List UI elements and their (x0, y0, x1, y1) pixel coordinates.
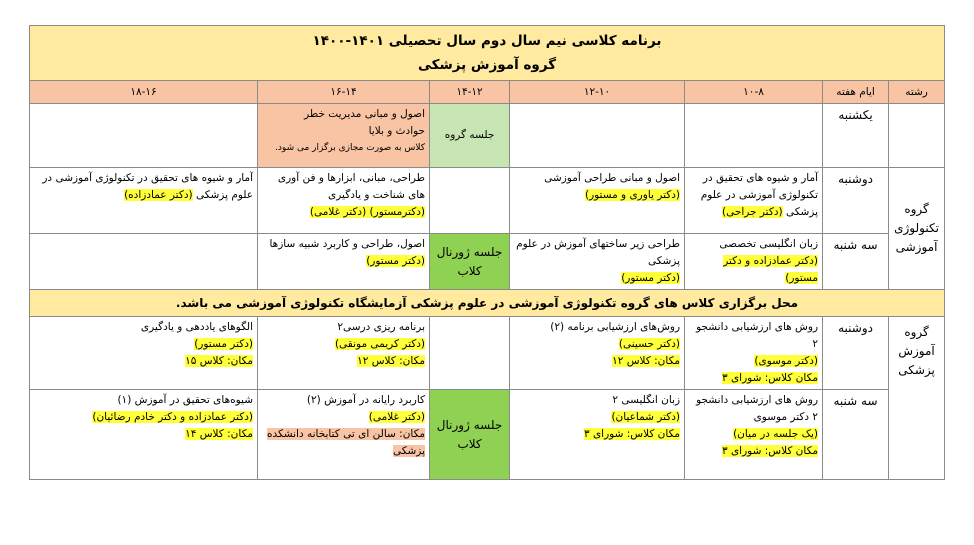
day-label: یکشنبه (823, 104, 889, 168)
day-label: دوشنبه (823, 317, 889, 390)
teacher-name: (دکتر عمادزاده و دکتر خادم رضائیان) (92, 411, 254, 423)
title-line-2: گروه آموزش پزشکی (417, 57, 557, 73)
slot-empty (510, 104, 685, 168)
class-cell (30, 168, 258, 234)
day-label: سه شنبه (823, 390, 889, 480)
major-cell: گروه آموزش پزشکی (889, 317, 945, 480)
schedule-title (30, 26, 945, 81)
day-label: دوشنبه (823, 168, 889, 234)
teacher-name: (یک جلسه در میان) (733, 428, 819, 440)
schedule-table (29, 25, 945, 480)
class-cell (258, 390, 430, 480)
course-title: روش های ارزشیابی دانشجو ۲ دکتر موسوی (696, 394, 819, 423)
class-cell (510, 234, 685, 290)
teacher-name: (دکتر شماعیان) (611, 411, 681, 423)
teacher-name: (دکتر غلامی) (368, 411, 426, 423)
header-row (30, 81, 945, 104)
teacher-name: (دکترمستور) (دکتر غلامی) (309, 206, 426, 218)
class-cell (30, 390, 258, 480)
class-location: مکان کلاس: شورای ۳ (721, 372, 819, 384)
course-title: زبان انگلیسی ۲ (612, 394, 681, 406)
class-cell (685, 168, 823, 234)
teacher-name: (دکتر موسوی) (754, 355, 819, 367)
teacher-name: (دکتر مستور) (621, 272, 681, 284)
class-location: مکان: کلاس ۱۴ (185, 428, 254, 440)
header-14-16: ۱۶-۱۴ (258, 81, 430, 104)
class-cell (258, 104, 430, 168)
location-banner: محل برگزاری کلاس های گروه تکنولوژی آموزشی در علوم پزشکی آزمایشگاه تکنولوژی آموزشی می باشد. (30, 290, 945, 317)
slot-empty (30, 104, 258, 168)
teacher-name: (دکتر عمادزاده) (124, 189, 193, 201)
header-10-12: ۱۲-۱۰ (510, 81, 685, 104)
class-location: مکان: کلاس ۱۵ (185, 355, 254, 367)
g1-sunday-row (30, 104, 945, 168)
class-location: مکان کلاس: شورای ۳ (583, 428, 681, 440)
header-12-14: ۱۴-۱۲ (430, 81, 510, 104)
header-8-10: ۱۰-۸ (685, 81, 823, 104)
g1-major-empty (889, 104, 945, 168)
slot-empty (430, 317, 510, 390)
course-title: حوادث و بلایا (368, 125, 426, 137)
course-title: زبان انگلیسی تخصصی (719, 238, 819, 250)
course-title: طراحی، مبانی، ابزارها و فن آوری های شناخت و یادگیری (277, 172, 426, 201)
class-location: مکان کلاس: شورای ۳ (721, 445, 819, 457)
class-location: مکان: کلاس ۱۲ (357, 355, 426, 367)
header-16-18: ۱۸-۱۶ (30, 81, 258, 104)
class-cell (258, 317, 430, 390)
class-cell (685, 234, 823, 290)
course-title: کاربرد رایانه در آموزش (۲) (306, 394, 426, 406)
teacher-name: (دکتر مستور) (194, 338, 254, 350)
g1-monday-row (30, 168, 945, 234)
class-location: مکان: کلاس ۱۲ (612, 355, 681, 367)
banner-row (30, 290, 945, 317)
course-title: الگوهای یاددهی و یادگیری (140, 321, 254, 333)
teacher-name: (دکتر مستور) (366, 255, 426, 267)
slot-empty (685, 104, 823, 168)
class-cell (510, 390, 685, 480)
header-major: رشته (889, 81, 945, 104)
course-title: روش‌های ارزشیابی برنامه (۲) (550, 321, 681, 333)
slot-empty (30, 234, 258, 290)
class-cell (30, 317, 258, 390)
journal-club-cell: جلسه ژورنال کلاب (430, 234, 510, 290)
teacher-name: (دکتر یاوری و مستور) (584, 189, 681, 201)
g2-monday-row (30, 317, 945, 390)
class-cell (258, 168, 430, 234)
g1-tuesday-row (30, 234, 945, 290)
class-location: مکان: سالن ای تی کتابخانه دانشکده پزشکی (266, 428, 426, 457)
course-note: کلاس به صورت مجازی برگزار می شود. (275, 143, 426, 153)
course-title: اصول، طراحی و کاربرد شبیه سازها (269, 238, 426, 250)
course-title: آمار و شیوه های تحقیق در تکنولوژی آموزشی در علوم پزشکی (42, 172, 254, 201)
title-row (30, 26, 945, 81)
day-label: سه شنبه (823, 234, 889, 290)
journal-club-cell: جلسه ژورنال کلاب (430, 390, 510, 480)
teacher-name: (دکتر جراحی) (721, 206, 783, 218)
header-weekday: ایام هفته (823, 81, 889, 104)
slot-empty (430, 168, 510, 234)
teacher-name: (دکتر عمادزاده و دکتر مستور) (723, 255, 819, 284)
course-title: طراحی زیر ساختهای آموزش در علوم پزشکی (516, 238, 681, 267)
class-cell (510, 317, 685, 390)
teacher-name: (دکتر کریمی مونقی) (334, 338, 426, 350)
title-line-1: برنامه کلاسی نیم سال دوم سال تحصیلی ۱۴۰۱-۱۴۰۰ (312, 33, 662, 49)
class-cell (685, 390, 823, 480)
course-title: اصول و مبانی طراحی آموزشی (544, 172, 681, 184)
course-title: شیوه‌های تحقیق در آموزش (۱) (117, 394, 254, 406)
class-cell (685, 317, 823, 390)
course-title: روش های ارزشیابی دانشجو ۲ (696, 321, 819, 350)
course-title: اصول و مبانی مدیریت خطر (304, 108, 426, 120)
group-meeting-cell: جلسه گروه (430, 104, 510, 168)
major-cell: گروه تکنولوژی آموزشی (889, 168, 945, 290)
g2-tuesday-row (30, 390, 945, 480)
class-cell (258, 234, 430, 290)
class-cell (510, 168, 685, 234)
course-title: برنامه ریزی درسی۲ (337, 321, 426, 333)
course-title: آمار و شیوه های تحقیق در تکنولوژی آموزشی در علوم پزشکی (700, 172, 819, 218)
teacher-name: (دکتر حسینی) (618, 338, 681, 350)
